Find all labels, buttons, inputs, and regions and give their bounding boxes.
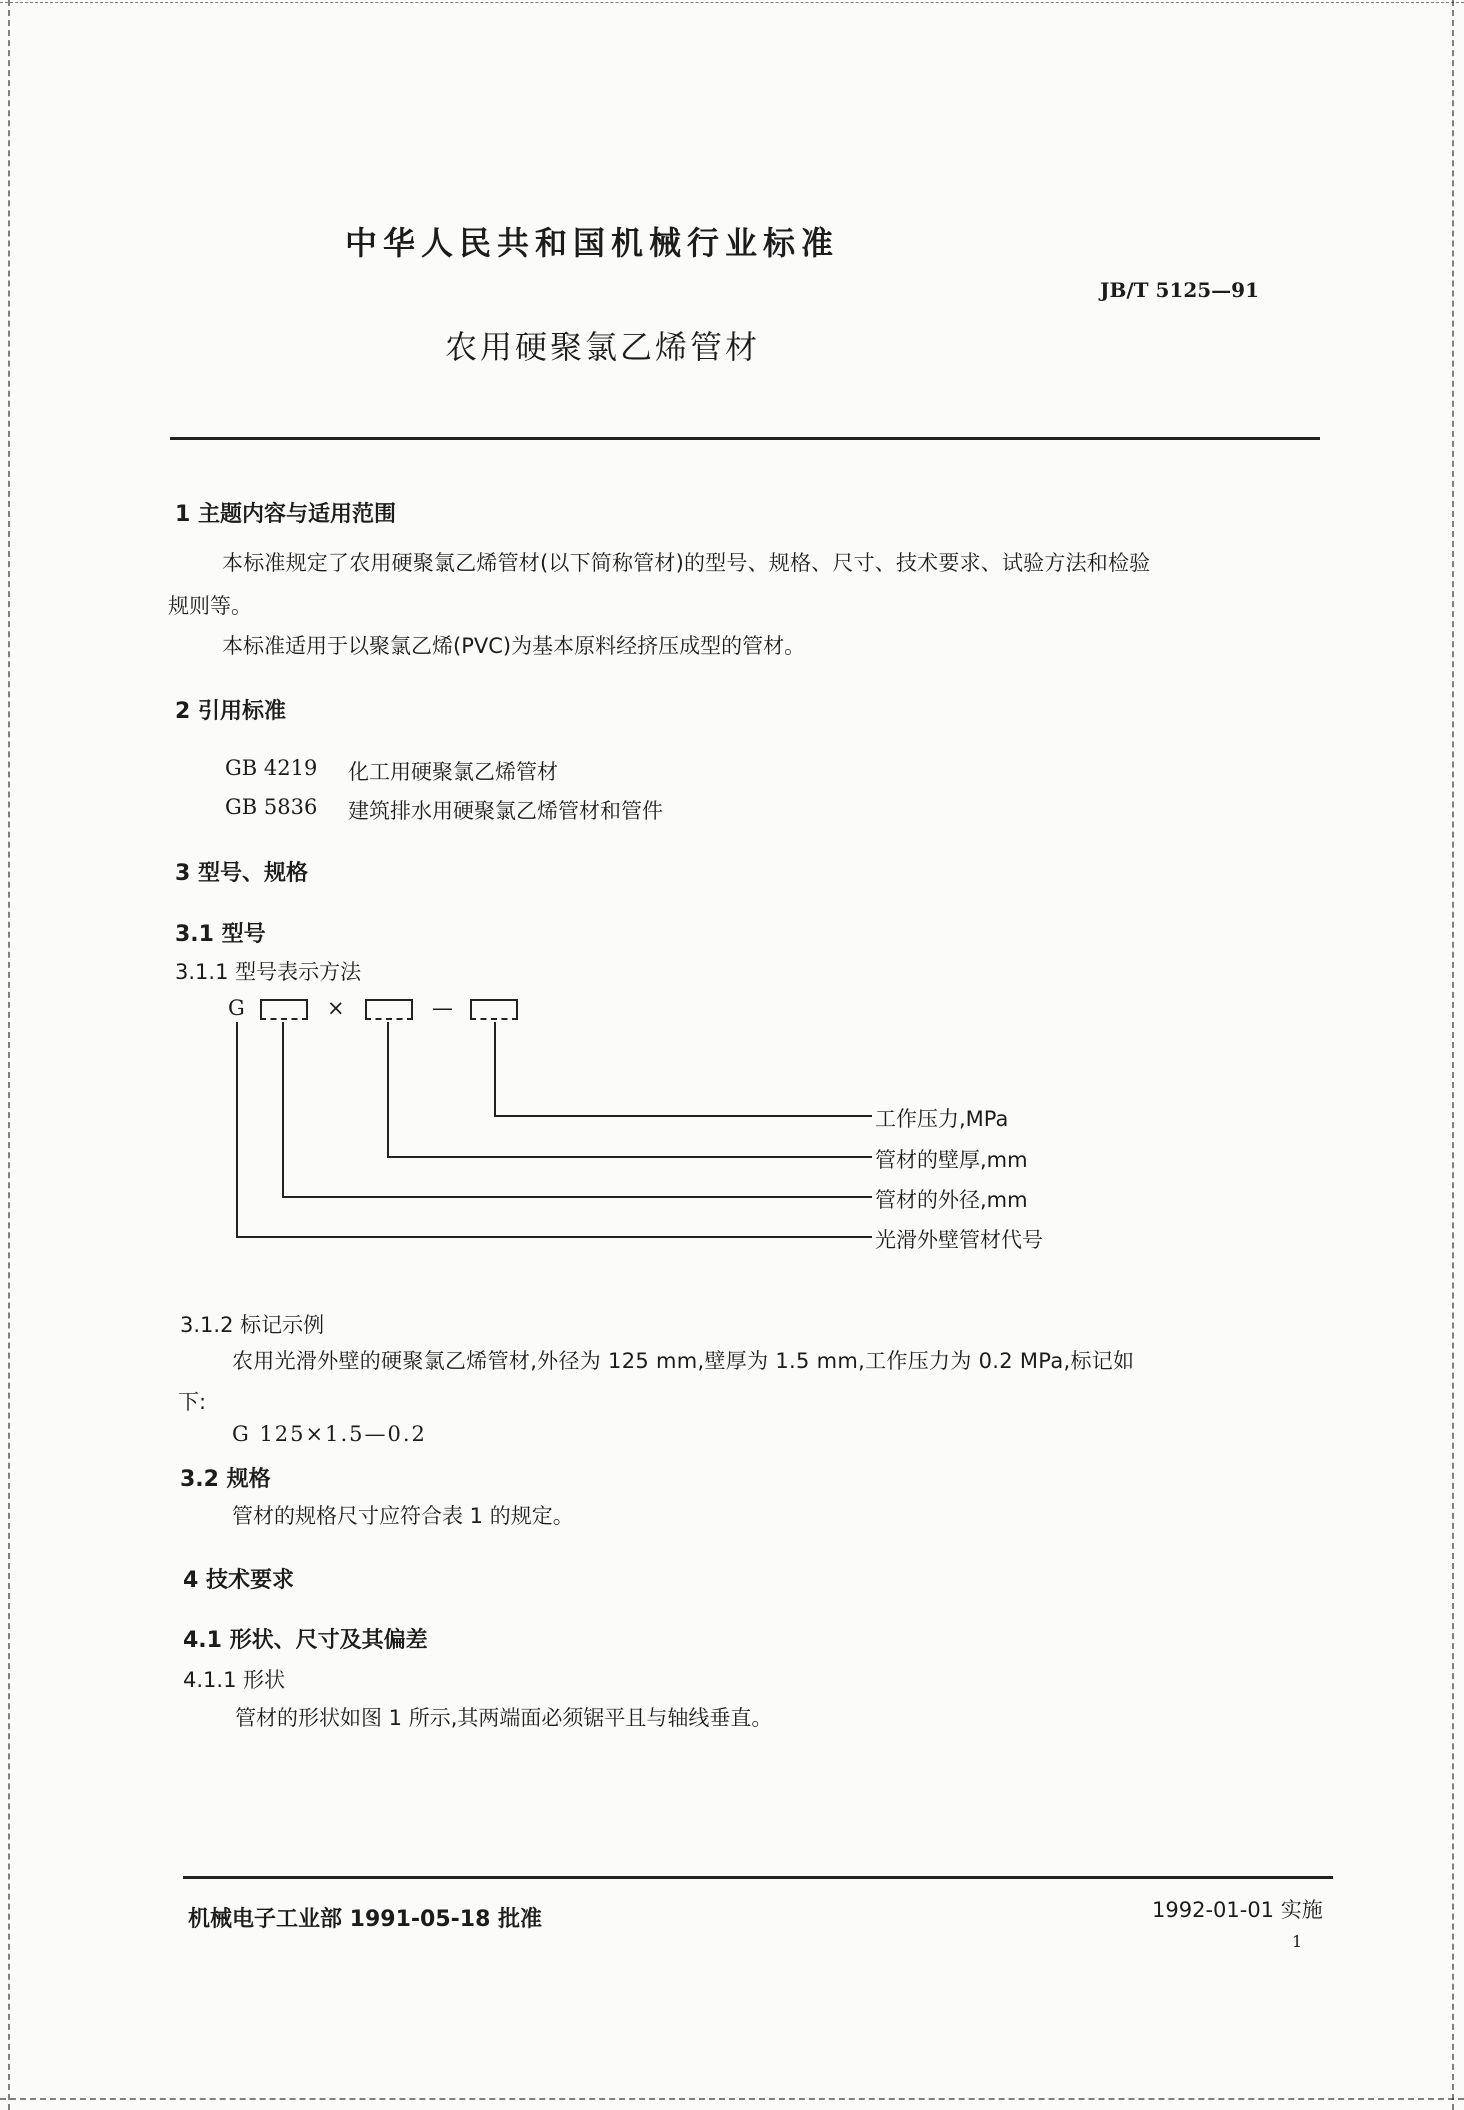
diagram-label-wall: 管材的壁厚,mm (875, 1148, 1028, 1172)
section-4-heading: 4 技术要求 (183, 1568, 294, 1593)
footer-rule (183, 1876, 1333, 1879)
ref-1-name: 化工用硬聚氯乙烯管材 (348, 760, 558, 784)
footer-approval: 机械电子工业部 1991-05-18 批准 (188, 1907, 543, 1932)
leader-wall (388, 1022, 872, 1157)
section-1-para1-line1: 本标准规定了农用硬聚氯乙烯管材(以下简称管材)的型号、规格、尺寸、技术要求、试验方法和检验 (222, 551, 1151, 575)
shape-text: 管材的形状如图 1 所示,其两端面必须锯平且与轴线垂直。 (235, 1706, 773, 1730)
section-3-1-2-heading: 3.1.2 标记示例 (180, 1313, 325, 1337)
standard-organization: 中华人民共和国机械行业标准 (345, 224, 840, 262)
ref-1-code: GB 4219 (225, 756, 318, 780)
example-line1: 农用光滑外壁的硬聚氯乙烯管材,外径为 125 mm,壁厚为 1.5 mm,工作压力为 0.2 MPa,标记如 (232, 1349, 1135, 1373)
example-line2: 下: (178, 1390, 207, 1414)
example-mark: G 125×1.5—0.2 (232, 1422, 427, 1446)
ref-2-code: GB 5836 (225, 795, 318, 819)
section-3-heading: 3 型号、规格 (175, 861, 308, 886)
diagram-label-diameter: 管材的外径,mm (875, 1188, 1028, 1212)
section-3-1-1-heading: 3.1.1 型号表示方法 (175, 960, 362, 984)
spec-text: 管材的规格尺寸应符合表 1 的规定。 (232, 1504, 574, 1528)
section-1-para1-line2: 规则等。 (168, 594, 252, 618)
footer-implementation: 1992-01-01 实施 (1152, 1898, 1323, 1922)
section-1-para2: 本标准适用于以聚氯乙烯(PVC)为基本原料经挤压成型的管材。 (222, 634, 806, 658)
diagram-label-code: 光滑外壁管材代号 (875, 1228, 1043, 1252)
section-1-heading: 1 主题内容与适用范围 (175, 502, 396, 527)
diagram-label-pressure: 工作压力,MPa (875, 1107, 1009, 1131)
page-number: 1 (1292, 1932, 1303, 1951)
section-4-1-heading: 4.1 形状、尺寸及其偏差 (183, 1628, 428, 1653)
section-2-heading: 2 引用标准 (175, 699, 286, 724)
diagram-prefix-g: G (228, 996, 245, 1020)
document-title: 农用硬聚氯乙烯管材 (445, 328, 761, 366)
diagram-times-sign: × (327, 996, 345, 1020)
ref-2-name: 建筑排水用硬聚氯乙烯管材和管件 (348, 799, 663, 823)
section-4-1-1-heading: 4.1.1 形状 (183, 1668, 286, 1692)
section-3-1-heading: 3.1 型号 (175, 922, 266, 947)
leader-code (237, 1022, 872, 1237)
diagram-dash-sign: — (432, 996, 453, 1020)
leader-pressure (495, 1022, 872, 1116)
leader-diameter (283, 1022, 872, 1197)
section-3-2-heading: 3.2 规格 (180, 1467, 271, 1492)
standard-code: JB/T 5125—91 (1100, 278, 1260, 302)
